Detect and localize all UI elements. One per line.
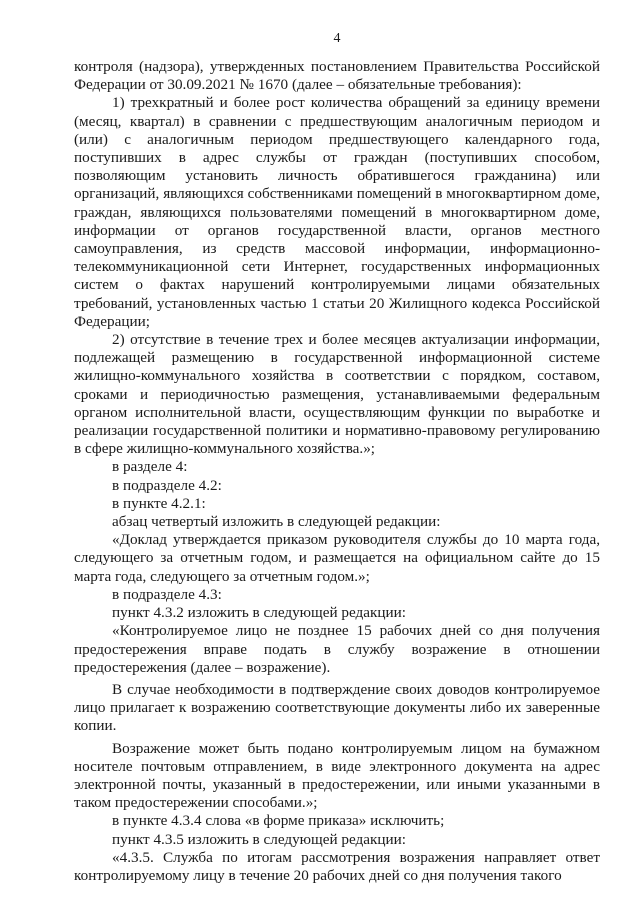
paragraph: контроля (надзора), утвержденных постановлением Правительства Российской Федерации от 30.09.2021 № 1670 (далее – обязательные требования):	[74, 58, 600, 94]
paragraph: пункт 4.3.5 изложить в следующей редакции:	[112, 830, 406, 848]
paragraph: пункт 4.3.2 изложить в следующей редакции:	[112, 604, 406, 622]
paragraph: В случае необходимости в подтверждение своих доводов контролируемое лицо прилагает к возражению соответствующие документы либо их заверенные копии.	[74, 680, 600, 735]
paragraph: в подразделе 4.2:	[112, 476, 222, 494]
paragraph: 2) отсутствие в течение трех и более месяцев актуализации информации, подлежащей размещению в государственной информационной системе жилищно-коммунального хозяйства в соответствии с порядком, составом, сроками и периодичностью размещения, устанавливаемыми федеральным органом исполнительной власти, осуществляющим функции по выработке и реализации государственной политики и нормативно-правовому регулированию в сфере жилищно-коммунального хозяйства.»;	[74, 331, 600, 458]
paragraph: Возражение может быть подано контролируемым лицом на бумажном носителе почтовым отправлением, в виде электронного документа на адрес электронной почты, указанный в предостережении, или иными указанными в таком предостережении способами.»;	[74, 739, 600, 812]
paragraph: в пункте 4.3.4 слова «в форме приказа» исключить;	[112, 812, 445, 830]
paragraph: «Контролируемое лицо не позднее 15 рабочих дней со дня получения предостережения вправе подать в службу возражение в отношении предостережения (далее – возражение).	[74, 622, 600, 676]
paragraph: «4.3.5. Служба по итогам рассмотрения возражения направляет ответ контролируемому лицу в течение 20 рабочих дней со дня получения такого	[74, 848, 600, 884]
paragraph: в разделе 4:	[112, 458, 188, 476]
page-number: 4	[333, 31, 341, 46]
paragraph: в подразделе 4.3:	[112, 585, 222, 603]
paragraph: в пункте 4.2.1:	[112, 494, 206, 512]
paragraph: 1) трехкратный и более рост количества обращений за единицу времени (месяц, квартал) в сравнении с предшествующим аналогичным периодом и (или) с аналогичным периодом предшествующего календарного года, поступивших в адрес службы от граждан (поступивших способом, позволяющим установить личность обратившегося гражданина) или организаций, являющихся собственниками помещений в многоквартирном доме, граждан, являющихся пользователями помещений в многоквартирном доме, информации от органов государственной власти, органов местного самоуправления, из средств массовой информации, информационно-телекоммуникационной сети Интернет, государственных информационных систем о фактах нарушений контролируемыми лицами обязательных требований, установленных частью 1 статьи 20 Жилищного кодекса Российской Федерации;	[74, 94, 600, 330]
paragraph: абзац четвертый изложить в следующей редакции:	[112, 513, 441, 531]
paragraph: «Доклад утверждается приказом руководителя службы до 10 марта года, следующего за отчетным годом, и размещается на официальном сайте до 15 марта года, следующего за отчетным годом.»;	[74, 531, 600, 585]
document-body	[74, 58, 600, 885]
